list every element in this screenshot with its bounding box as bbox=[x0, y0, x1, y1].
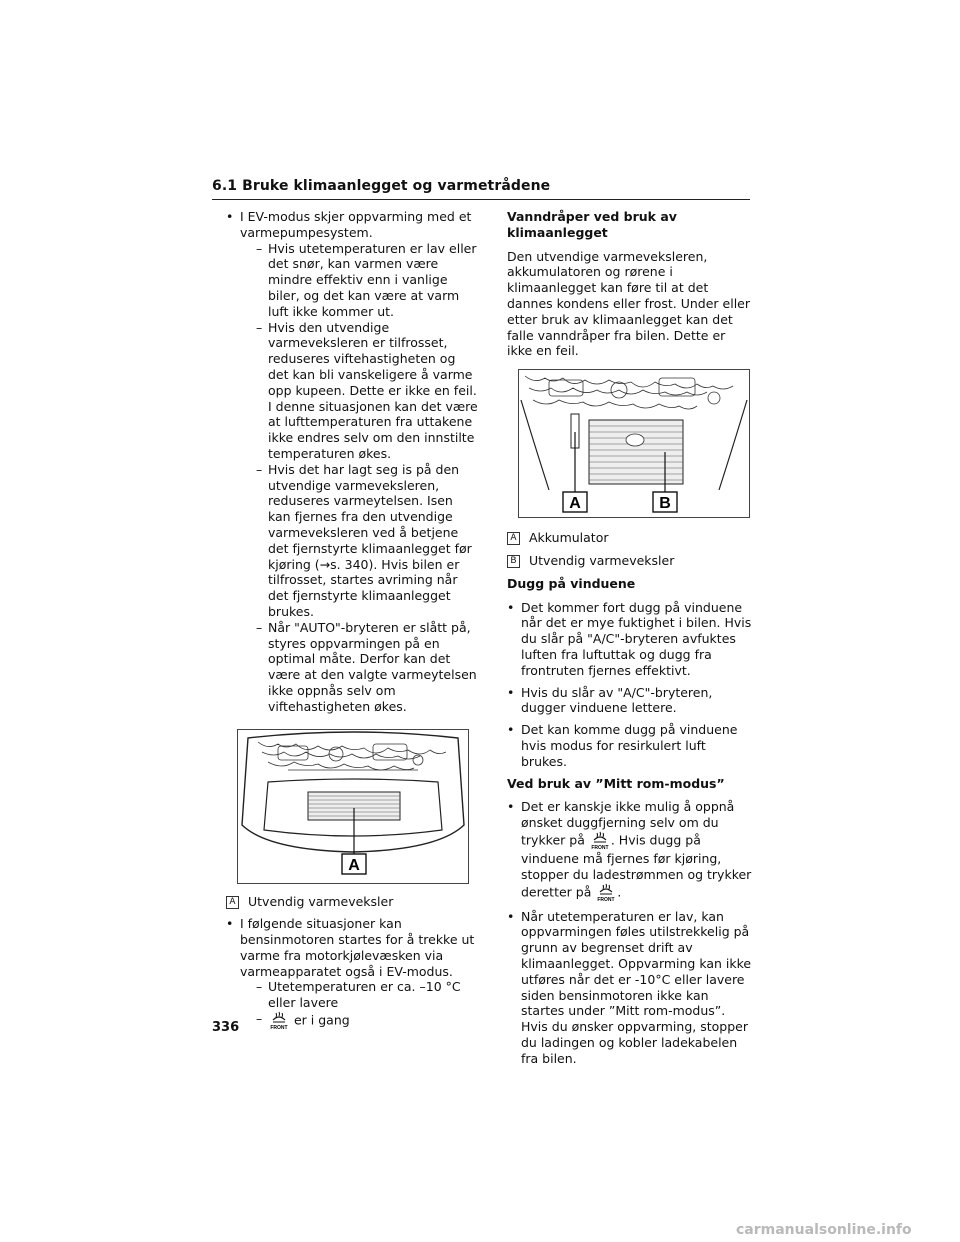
fig2-label-a: A bbox=[569, 495, 581, 513]
left-column bbox=[226, 209, 478, 1037]
svg-text:FRONT: FRONT bbox=[591, 844, 609, 851]
bullet-ev-mode: • I EV-modus skjer oppvarming med et varmepumpesystem. – Hvis utetemperaturen er lav eller det snør, kan varmen være mindre effektiv enn i vanlige biler, og det kan være at varm luft ikke kommer ut. – Hvis den utvendige varmeveksleren er tilfrosset, reduseres viftehastigheten og det kan bli vanskeligere å varme opp kupeen. Dette er ikke en feil. I denne situasjonen kan det være at lufttemperaturen fra uttakene ikke endres selv om den innstilte temperaturen økes. – Hvis det har lagt seg is på den utvendige varmeveksleren, reduseres varmeytelsen. Isen kan fjernes fra den utvendige varmeveksleren ved å betjene det fjernstyrte klimaanlegget før kjøring (→s. 340). Hvis bilen er tilfrosset, startes avriming når det fjernstyrte klimaanlegget brukes. – Når "AUTO"-bryteren er slått på, styres oppvarmingen på en optimal måte. Derfor kan det være at den valgte varmeytelsen ikke oppnås selv om viftehastigheten økes. bbox=[226, 209, 478, 715]
header-divider bbox=[212, 199, 750, 200]
figure-heat-exchanger bbox=[237, 729, 469, 884]
svg-text:FRONT: – FRONT bbox=[270, 1025, 288, 1032]
svg-text:FRONT: FRONT bbox=[597, 896, 615, 903]
figure-accumulator bbox=[518, 369, 750, 518]
engine-bay-illustration bbox=[238, 730, 468, 883]
front-defroster-icon bbox=[597, 883, 615, 903]
engine-bay-illustration bbox=[519, 370, 749, 517]
caption-a: A Utvendig varmeveksler bbox=[226, 894, 478, 910]
heading-window-fog: Dugg på vinduene bbox=[507, 575, 636, 591]
sub-item: – FRONT er i gang bbox=[240, 1011, 478, 1031]
bullet-my-room-2: • Når utetemperaturen er lav, kan oppvarmingen føles utilstrekkelig på grunn av begrenset drift av klimaanlegget. Oppvarming kan ikke utføres når det er -10°C eller lavere siden bensinmotoren ikke kan startes under ”Mitt rom-modus”. Hvis du ønsker oppvarming, stopper du ladingen og kobler ladekabelen fra bilen. bbox=[507, 909, 753, 1067]
page-number: 336 bbox=[212, 1020, 240, 1035]
caption-letter-box: B bbox=[507, 555, 520, 568]
bullet-fog-3: • Det kan komme dugg på vinduene hvis modus for resirkulert luft brukes. bbox=[507, 722, 753, 769]
fig1-label: A bbox=[348, 856, 360, 874]
bullet-my-room-1: • Det er kanskje ikke mulig å oppnå ønsket duggfjerning selv om du trykker på FRONT . Hvis dugg på vinduene må fjernes før kjøring, stopper du ladestrømmen og trykker deretter på FRONT . bbox=[507, 799, 753, 902]
bullet-fog-2: • Hvis du slår av "A/C"-bryteren, dugger vinduene lettere. bbox=[507, 685, 753, 717]
bullet-fog-1: • Det kommer fort dugg på vinduene når det er mye fuktighet i bilen. Hvis du slår på "A/C"-bryteren avfuktes luften fra luftuttak og dugg fra frontruten fjernes effektivt. bbox=[507, 600, 753, 679]
heading-water-drops: Vanndråper ved bruk av klimaanlegget bbox=[507, 209, 677, 240]
sub-item: – Utetemperaturen er ca. –10 °C eller lavere bbox=[240, 979, 478, 1011]
right-column bbox=[507, 209, 753, 1072]
fig2-label-b: B bbox=[659, 495, 671, 513]
sub-item: – Når "AUTO"-bryteren er slått på, styres oppvarmingen på en optimal måte. Derfor kan det være at den valgte varmeytelsen ikke oppnås selv om viftehastigheten økes. bbox=[240, 620, 478, 715]
heading-my-room-mode: Ved bruk av ”Mitt rom-modus” bbox=[507, 775, 725, 791]
paragraph-condensation: Den utvendige varmeveksleren, akkumulatoren og rørene i klimaanlegget kan føre til at det dannes kondens eller frost. Under eller etter bruk av klimaanlegget kan det falle vanndråper fra bilen. Dette er ikke en feil. bbox=[507, 248, 750, 359]
footer-watermark: carmanualsonline.info bbox=[736, 1222, 912, 1238]
front-defroster-icon bbox=[591, 831, 609, 851]
front-defroster-icon bbox=[270, 1011, 288, 1031]
bullet-engine-start: • I følgende situasjoner kan bensinmotoren startes for å trekke ut varme fra motorkjølevæsken via varmeapparatet også i EV-modus. – Utetemperaturen er ca. –10 °C eller lavere – FRONT er i gang bbox=[226, 916, 478, 1031]
sub-item: – Hvis den utvendige varmeveksleren er tilfrosset, reduseres viftehastigheten og det kan bli vanskeligere å varme opp kupeen. Dette er ikke en feil. I denne situasjonen kan det være at lufttemperaturen fra uttakene ikke endres selv om den innstilte temperaturen økes. bbox=[240, 320, 478, 462]
section-header bbox=[212, 178, 750, 200]
sub-item: – Hvis utetemperaturen er lav eller det snør, kan varmen være mindre effektiv enn i vanlige biler, og det kan være at varm luft ikke kommer ut. bbox=[240, 241, 478, 320]
sub-item: – Hvis det har lagt seg is på den utvendige varmeveksleren, reduseres varmeytelsen. Isen kan fjernes fra den utvendige varmeveksleren ved å betjene det fjernstyrte klimaanlegget før kjøring (→s. 340). Hvis bilen er tilfrosset, startes avriming når det fjernstyrte klimaanlegget brukes. bbox=[240, 462, 478, 620]
caption-b: B Utvendig varmeveksler bbox=[507, 553, 753, 569]
section-title: 6.1 Bruke klimaanlegget og varmetrådene bbox=[212, 178, 551, 194]
caption-letter-box: A bbox=[226, 896, 239, 909]
caption-letter-box: A bbox=[507, 532, 520, 545]
caption-a: A Akkumulator bbox=[507, 530, 753, 546]
